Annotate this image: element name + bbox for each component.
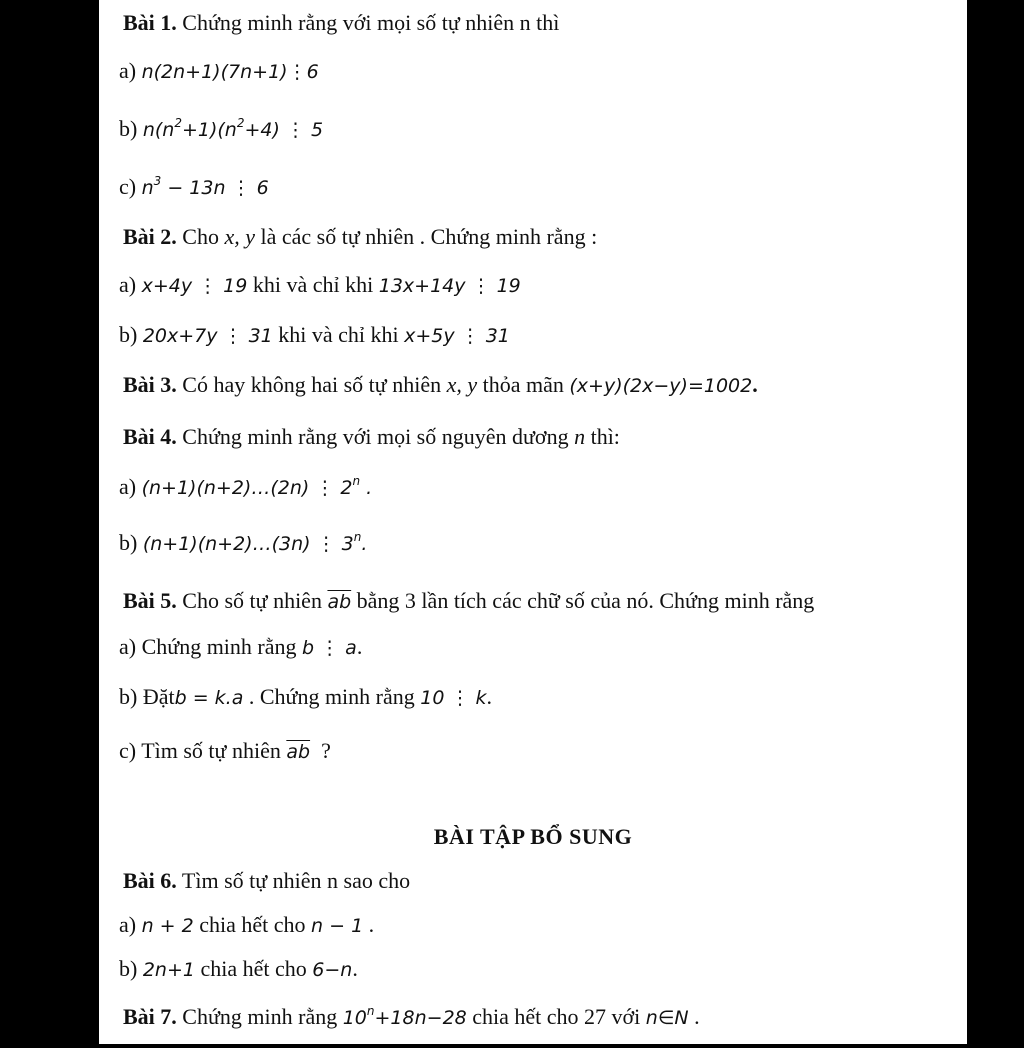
item-marker: b) xyxy=(119,530,138,555)
bai5-a xyxy=(119,634,362,661)
math-expression: 6−n xyxy=(312,959,353,981)
question-mark: ? xyxy=(321,738,331,763)
bai5-heading xyxy=(123,588,814,615)
math-expression: (n+1)(n+2)…(3n) ⋮ 3$^n$. xyxy=(142,530,368,555)
supplement-title: BÀI TẬP BỔ SUNG xyxy=(433,824,633,849)
bai6-heading xyxy=(123,868,410,894)
item-marker: a) xyxy=(119,634,137,659)
bai3-text-mid: thỏa mãn xyxy=(482,372,564,397)
bai4-heading xyxy=(123,424,620,450)
bai5-c xyxy=(119,738,331,765)
bai5-label: Bài 5. xyxy=(123,588,177,613)
item-marker: a) xyxy=(119,912,137,937)
item-text: . Chứng minh rằng xyxy=(248,684,415,709)
sentence-end: . xyxy=(352,956,358,981)
item-text: khi và chỉ khi xyxy=(252,272,374,297)
math-expression: x+5y ⋮ 31 xyxy=(404,325,510,347)
bai1-a xyxy=(119,58,319,85)
math-expression: 10 ⋮ k xyxy=(420,687,487,709)
math-expression: (n+1)(n+2)…(2n) ⋮ 2$^n$ . xyxy=(141,474,373,499)
bai3-vars: x, y xyxy=(446,372,478,397)
bai6-text: Tìm số tự nhiên n sao cho xyxy=(181,868,411,893)
math-expression: 13x+14y ⋮ 19 xyxy=(378,275,521,297)
bai4-text-post: thì: xyxy=(590,424,620,449)
bai6-a xyxy=(119,912,374,939)
item-marker: b) xyxy=(119,116,138,141)
math-expression: n − 1 xyxy=(311,915,364,937)
item-text: chia hết cho xyxy=(200,956,307,981)
bai3-heading xyxy=(123,372,758,399)
item-marker: b) xyxy=(119,956,138,981)
bai5-text-post: bằng 3 lần tích các chữ số của nó. Chứng minh rằng xyxy=(356,588,815,613)
math-expression: $n(n^2+1)(n^2+4)$ ⋮ 5 xyxy=(142,116,324,141)
math-expression: x+4y ⋮ 19 xyxy=(141,275,248,297)
bai7-heading xyxy=(123,1004,700,1031)
item-marker: c) xyxy=(119,174,137,199)
item-text: Tìm số tự nhiên xyxy=(141,738,281,763)
bai6-label: Bài 6. xyxy=(123,868,177,893)
math-expression: n∈N xyxy=(645,1007,689,1029)
bai2-heading xyxy=(123,224,597,250)
bai2-b xyxy=(119,322,510,349)
bai4-label: Bài 4. xyxy=(123,424,177,449)
worksheet-page xyxy=(99,0,967,1044)
math-expression: 20x+7y ⋮ 31 xyxy=(142,325,273,347)
bai1-label: Bài 1. xyxy=(123,10,177,35)
bai2-vars: x, y xyxy=(224,224,256,249)
bai1-heading xyxy=(123,10,559,36)
math-expression: (x+y)(2x−y)=1002 xyxy=(569,375,753,397)
bai5-text-pre: Cho số tự nhiên xyxy=(182,588,322,613)
math-expression: b = k.a xyxy=(174,687,244,709)
overlined-number: $\overline{ab}$ xyxy=(286,741,311,763)
bai4-a xyxy=(119,474,372,501)
math-expression: b ⋮ a xyxy=(302,637,357,659)
bai1-c xyxy=(119,174,269,201)
bai2-text-post: là các số tự nhiên . Chứng minh rằng : xyxy=(260,224,598,249)
bai2-text-pre: Cho xyxy=(182,224,219,249)
bai7-label: Bài 7. xyxy=(123,1004,177,1029)
bai7-text-pre: Chứng minh rằng xyxy=(182,1004,338,1029)
item-text: Chứng minh rằng xyxy=(141,634,297,659)
bai4-text-pre: Chứng minh rằng với mọi số nguyên dương xyxy=(182,424,569,449)
bai4-var: n xyxy=(574,424,586,449)
overlined-number: $\overline{ab}$ xyxy=(327,591,352,613)
item-text: Đặt xyxy=(142,684,175,709)
bai6-b xyxy=(119,956,358,983)
bai3-text-pre: Có hay không hai số tự nhiên xyxy=(182,372,442,397)
bai2-label: Bài 2. xyxy=(123,224,177,249)
sentence-end: . xyxy=(694,1004,700,1029)
math-expression: 2n+1 xyxy=(142,959,195,981)
sentence-end: . xyxy=(486,684,493,709)
bai7-text-mid: chia hết cho 27 với xyxy=(472,1004,641,1029)
item-marker: b) xyxy=(119,322,138,347)
item-marker: b) xyxy=(119,684,138,709)
math-expression: $n^3 - 13n$ ⋮ 6 xyxy=(141,174,269,199)
math-expression: n + 2 xyxy=(141,915,194,937)
item-text: khi và chỉ khi xyxy=(278,322,399,347)
bai2-a xyxy=(119,272,521,299)
math-expression: $10^n+18n-28$ xyxy=(342,1004,467,1029)
bai4-b xyxy=(119,530,367,557)
item-marker: a) xyxy=(119,474,137,499)
math-expression: n(2n+1)(7n+1)⋮6 xyxy=(141,61,319,83)
item-text: chia hết cho xyxy=(199,912,306,937)
sentence-end: . xyxy=(368,912,375,937)
bai3-label: Bài 3. xyxy=(123,372,177,397)
item-marker: a) xyxy=(119,58,137,83)
bai1-b xyxy=(119,116,323,143)
item-marker: c) xyxy=(119,738,137,763)
sentence-end: . xyxy=(752,372,758,397)
item-marker: a) xyxy=(119,272,137,297)
bai5-b xyxy=(119,684,492,711)
bai1-text: Chứng minh rằng với mọi số tự nhiên n thì xyxy=(182,10,560,35)
sentence-end: . xyxy=(356,634,363,659)
